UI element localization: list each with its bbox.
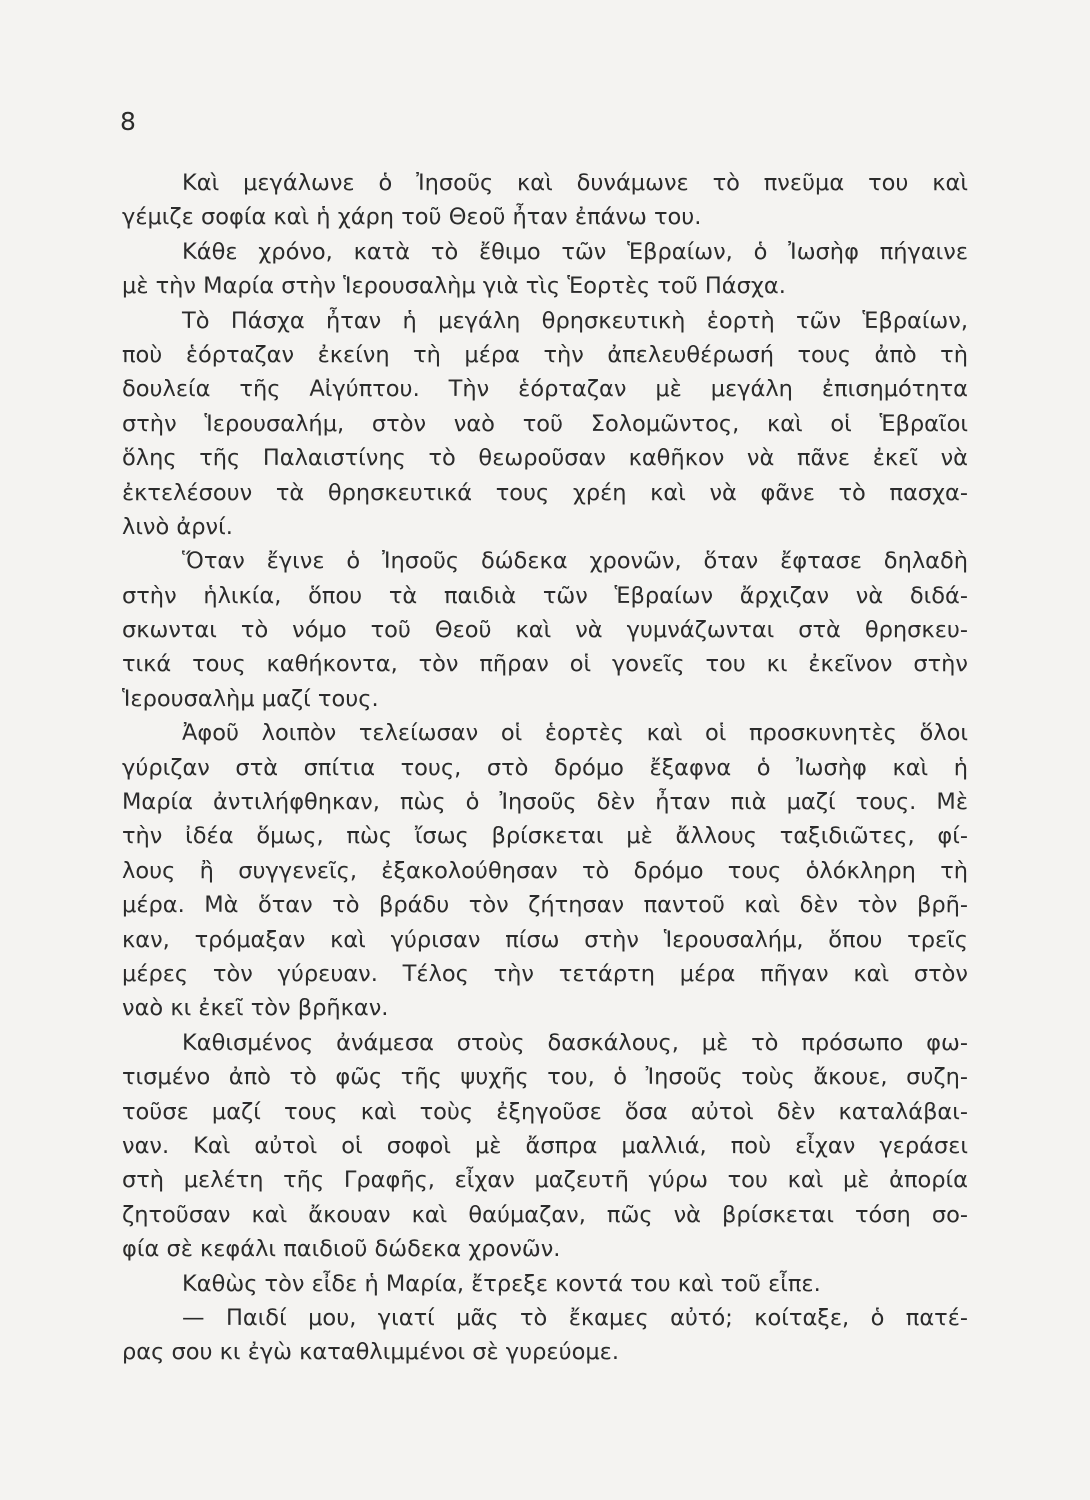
text-line: Ἱερουσαλὴμ μαζί τους. [122,685,379,712]
text-line: γύριζαν στὰ σπίτια τους, στὸ δρόμο ἔξαφνα ὁ Ἰωσὴφ καὶ ἡ [122,754,968,781]
text-line: ὅλης τῆς Παλαιστίνης τὸ θεωροῦσαν καθῆκον νὰ πᾶνε ἐκεῖ νὰ [122,445,968,472]
text-line: στὴν Ἱερουσαλήμ, στὸν ναὸ τοῦ Σολομῶντος, καὶ οἱ Ἑβραῖοι [122,410,968,437]
page-body [122,166,968,1370]
text-line: Καθὼς τὸν εἶδε ἡ Μαρία, ἔτρεξε κοντά του καὶ τοῦ εἶπε. [182,1270,821,1297]
text-line: ρας σου κι ἐγὼ καταθλιμμένοι σὲ γυρεύομε. [122,1339,619,1366]
text-line: Ὅταν ἔγινε ὁ Ἰησοῦς δώδεκα χρονῶν, ὅταν ἔφτασε δηλαδὴ [182,548,968,575]
text-line: τικά τους καθήκοντα, τὸν πῆραν οἱ γονεῖς του κι ἐκεῖνον στὴν [122,651,968,678]
text-line: Ἀφοῦ λοιπὸν τελείωσαν οἱ ἑορτὲς καὶ οἱ προσκυνητὲς ὅλοι [182,720,968,747]
text-line: λους ἢ συγγενεῖς, ἐξακολούθησαν τὸ δρόμο τους ὁλόκληρη τὴ [122,857,968,884]
text-line: τισμένο ἀπὸ τὸ φῶς τῆς ψυχῆς του, ὁ Ἰησοῦς τοὺς ἄκουε, συζη- [122,1064,968,1091]
text-line: γέμιζε σοφία καὶ ἡ χάρη τοῦ Θεοῦ ἦταν ἐπάνω του. [122,204,702,231]
text-line: τοῦσε μαζί τους καὶ τοὺς ἐξηγοῦσε ὅσα αὐτοὶ δὲν καταλάβαι- [122,1098,968,1125]
text-line: μέρα. Μὰ ὅταν τὸ βράδυ τὸν ζήτησαν παντοῦ καὶ δὲν τὸν βρῆ- [122,892,968,919]
text-line: — Παιδί μου, γιατί μᾶς τὸ ἔκαμες αὐτό; κοίταξε, ὁ πατέ- [182,1304,968,1331]
text-line: Τὸ Πάσχα ἦταν ἡ μεγάλη θρησκευτικὴ ἑορτὴ τῶν Ἑβραίων, [182,307,968,334]
text-line: ναν. Καὶ αὐτοὶ οἱ σοφοὶ μὲ ἄσπρα μαλλιά, ποὺ εἶχαν γεράσει [122,1132,968,1159]
page-number: 8 [120,107,136,136]
text-line: ναὸ κι ἐκεῖ τὸν βρῆκαν. [122,995,389,1022]
text-line: ζητοῦσαν καὶ ἄκουαν καὶ θαύμαζαν, πῶς νὰ βρίσκεται τόση σο- [122,1201,968,1228]
text-line: ἐκτελέσουν τὰ θρησκευτικά τους χρέη καὶ νὰ φᾶνε τὸ πασχα- [122,479,968,506]
text-line: φία σὲ κεφάλι παιδιοῦ δώδεκα χρονῶν. [122,1236,561,1263]
text-line: μὲ τὴν Μαρία στὴν Ἱερουσαλὴμ γιὰ τὶς Ἑορτὲς τοῦ Πάσχα. [122,273,786,300]
text-line: στὴ μελέτη τῆς Γραφῆς, εἶχαν μαζευτῆ γύρω του καὶ μὲ ἀπορία [122,1167,968,1194]
text-line: καν, τρόμαξαν καὶ γύρισαν πίσω στὴν Ἱερουσαλήμ, ὅπου τρεῖς [122,926,968,953]
text-line: στὴν ἡλικία, ὅπου τὰ παιδιὰ τῶν Ἑβραίων ἄρχιζαν νὰ διδά- [122,582,968,609]
text-line: Μαρία ἀντιλήφθηκαν, πὼς ὁ Ἰησοῦς δὲν ἦταν πιὰ μαζί τους. Μὲ [122,789,968,816]
text-line: Καὶ μεγάλωνε ὁ Ἰησοῦς καὶ δυνάμωνε τὸ πνεῦμα του καὶ [182,170,968,196]
text-line: μέρες τὸν γύρευαν. Τέλος τὴν τετάρτη μέρα πῆγαν καὶ στὸν [122,960,968,987]
text-line: ποὺ ἑόρταζαν ἐκείνη τὴ μέρα τὴν ἀπελευθέρωσή τους ἀπὸ τὴ [122,341,968,368]
text-line: σκωνται τὸ νόμο τοῦ Θεοῦ καὶ νὰ γυμνάζωνται στὰ θρησκευ- [122,617,968,644]
text-line: τὴν ἰδέα ὅμως, πὼς ἴσως βρίσκεται μὲ ἄλλους ταξιδιῶτες, φί- [122,823,968,850]
text-line: δουλεία τῆς Αἰγύπτου. Τὴν ἑόρταζαν μὲ μεγάλη ἐπισημότητα [122,376,968,403]
text-line: Κάθε χρόνο, κατὰ τὸ ἔθιμο τῶν Ἑβραίων, ὁ Ἰωσὴφ πήγαινε [182,238,968,265]
text-line: λινὸ ἀρνί. [122,513,233,540]
text-line: Καθισμένος ἀνάμεσα στοὺς δασκάλους, μὲ τὸ πρόσωπο φω- [182,1029,968,1056]
